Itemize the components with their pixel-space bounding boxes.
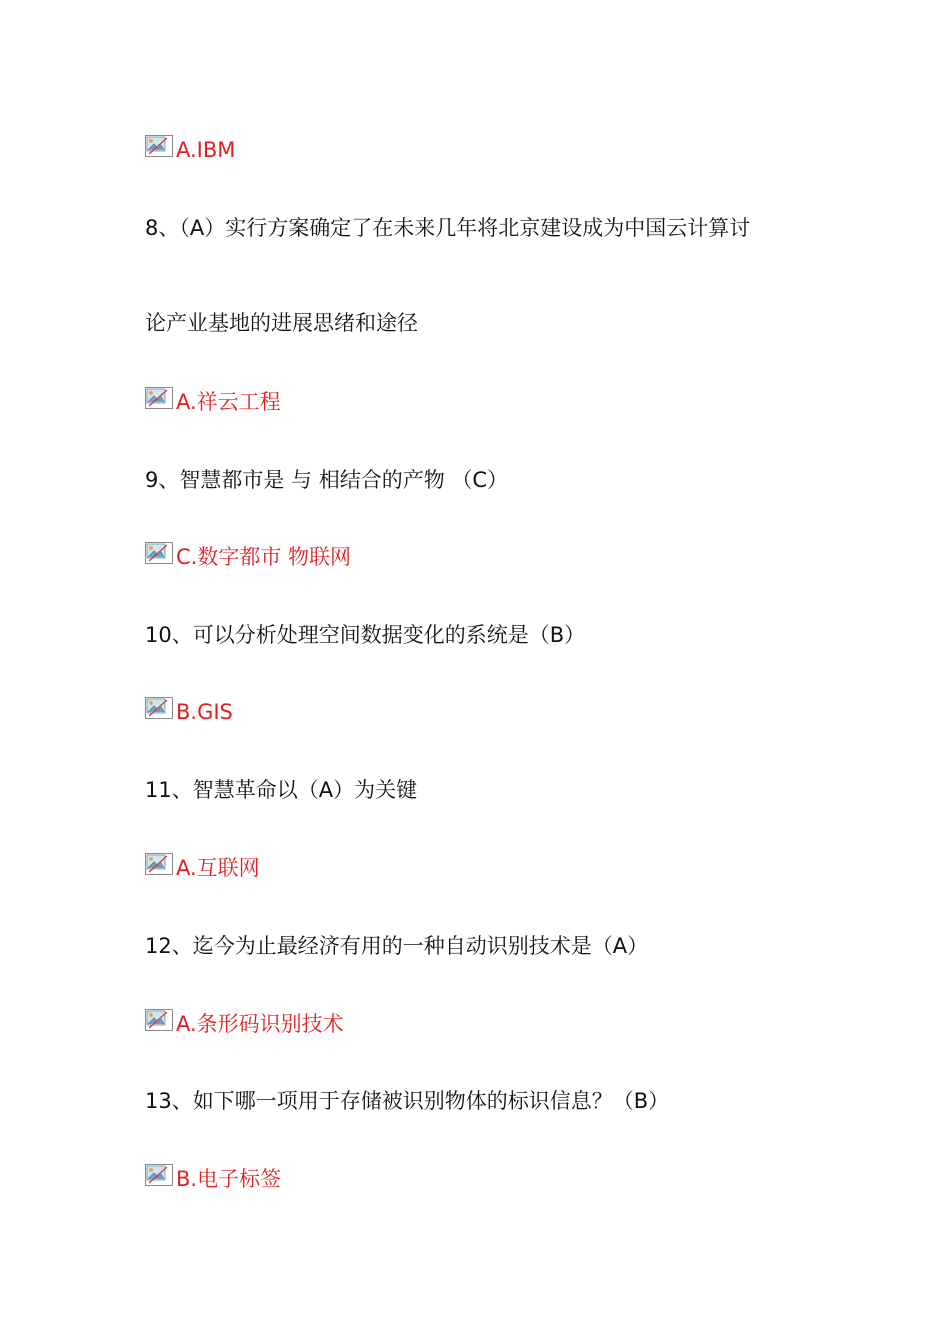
question-line: 10、可以分析处理空间数据变化的系统是（B） [145,623,586,647]
answer-text: B.GIS [176,700,233,724]
answer-line [145,854,260,882]
question-line: 论产业基地的进展思绪和途径 [145,311,418,335]
broken-image-icon [145,1164,173,1186]
broken-image-icon [145,1009,173,1031]
question-line: 13、如下哪一项用于存储被识别物体的标识信息？（B） [145,1089,670,1113]
answer-text: B.电子标签 [176,1167,282,1191]
question-line: 12、迄今为止最经济有用的一种自动识别技术是（A） [145,934,649,958]
broken-image-icon [145,853,173,875]
answer-text: A.祥云工程 [176,390,281,414]
answer-text: A.条形码识别技术 [176,1012,344,1036]
broken-image-icon [145,135,173,157]
broken-image-icon [145,542,173,564]
answer-text: A.IBM [176,138,236,162]
question-line: 9、智慧都市是 与 相结合的产物 （C） [145,468,509,492]
answer-line [145,1010,344,1038]
broken-image-icon [145,697,173,719]
broken-image-icon [145,387,173,409]
question-line: 11、智慧革命以（A）为关键 [145,778,418,802]
answer-text: A.互联网 [176,856,260,880]
answer-line [145,698,233,726]
answer-line [145,543,351,571]
answer-line [145,136,235,164]
answer-line [145,388,281,416]
answer-line [145,1165,281,1193]
question-line: 8、（A）实行方案确定了在未来几年将北京建设成为中国云计算讨 [145,216,751,240]
answer-text: C.数字都市 物联网 [176,545,352,569]
